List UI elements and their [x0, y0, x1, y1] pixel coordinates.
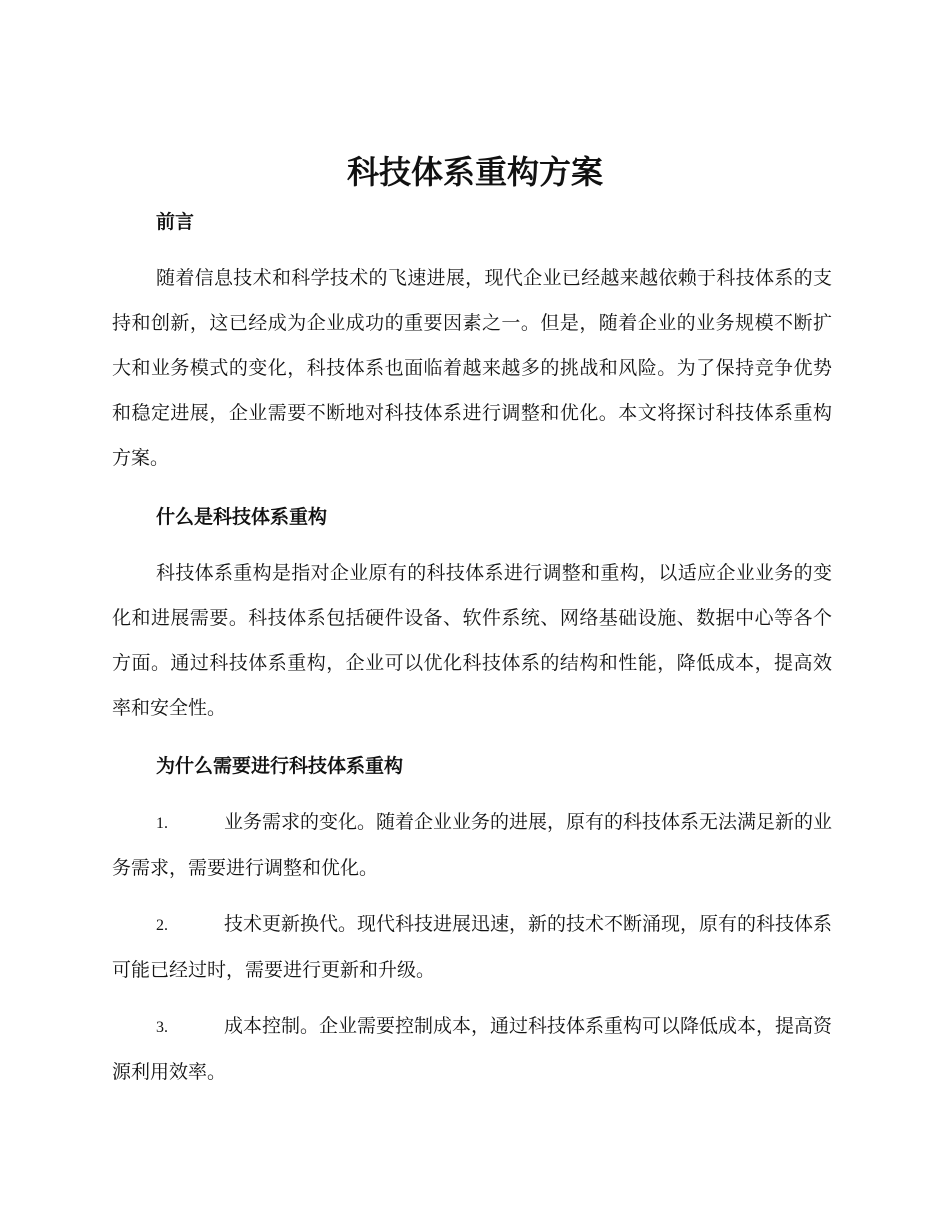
what-is-paragraph: 科技体系重构是指对企业原有的科技体系进行调整和重构，以适应企业业务的变化和进展需要。科技体系包括硬件设备、软件系统、网络基础设施、数据中心等各个方面。通过科技体系重构，企业可以优化科技体系的结构和性能，降低成本，提高效率和安全性。	[112, 562, 832, 719]
section-heading-preface: 前言	[156, 211, 195, 233]
list-item-number: 2.	[156, 917, 168, 934]
document-title: 科技体系重构方案	[346, 153, 603, 191]
section-heading-why: 为什么需要进行科技体系重构	[156, 755, 404, 777]
list-item-number: 3.	[156, 1019, 168, 1036]
list-item-text: 成本控制。企业需要控制成本，通过科技体系重构可以降低成本，提高资源利用效率。	[112, 1015, 833, 1083]
list-item	[112, 1004, 832, 1095]
list-item	[112, 902, 832, 993]
list-item-text: 业务需求的变化。随着企业业务的进展，原有的科技体系无法满足新的业务需求，需要进行调整和优化。	[112, 811, 833, 879]
list-item	[112, 800, 832, 891]
list-item-text: 技术更新换代。现代科技进展迅速，新的技术不断涌现，原有的科技体系可能已经过时，需要进行更新和升级。	[112, 913, 833, 981]
preface-paragraph: 随着信息技术和科学技术的飞速进展，现代企业已经越来越依赖于科技体系的支持和创新，这已经成为企业成功的重要因素之一。但是，随着企业的业务规模不断扩大和业务模式的变化，科技体系也面临着越来越多的挑战和风险。为了保持竞争优势和稳定进展，企业需要不断地对科技体系进行调整和优化。本文将探讨科技体系重构方案。	[112, 267, 832, 469]
list-item-number: 1.	[156, 815, 168, 832]
section-heading-what-is: 什么是科技体系重构	[156, 506, 328, 528]
